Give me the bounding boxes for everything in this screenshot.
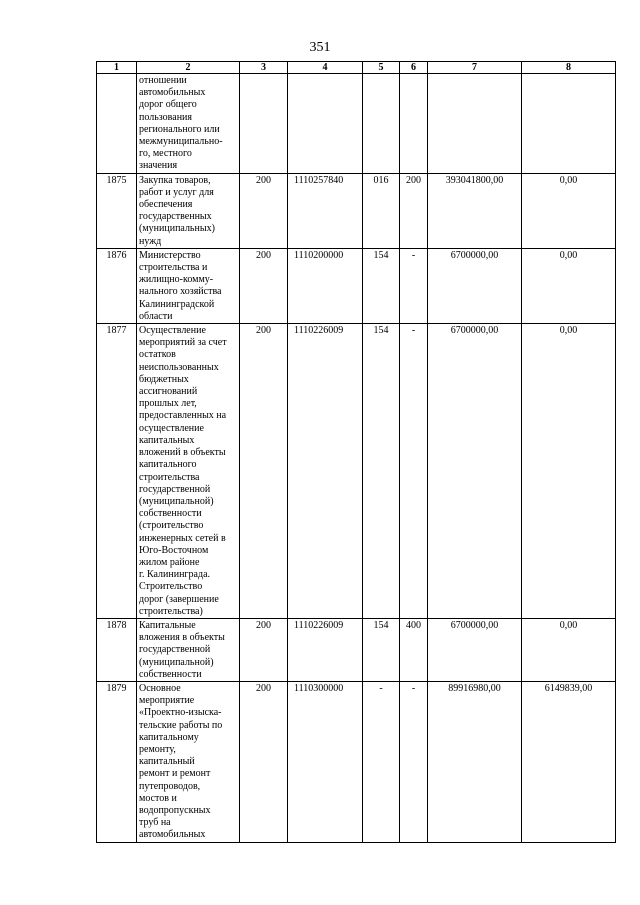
name-line: остатков: [139, 349, 176, 361]
code-cell: 1110200000: [288, 248, 363, 323]
col3-cell: 200: [240, 248, 288, 323]
code-cell: 1110226009: [288, 618, 363, 681]
name-line: водопропускных: [139, 804, 211, 816]
col5-cell: 154: [363, 618, 400, 681]
row-number-cell: 1878: [97, 618, 137, 681]
name-line: (муниципальной): [139, 495, 214, 507]
header-col-5: 5: [363, 62, 400, 74]
table-body: [97, 74, 616, 843]
name-line: регионального или: [139, 123, 220, 135]
name-line: собственности: [139, 508, 202, 520]
name-line: (муниципальных): [139, 223, 215, 235]
name-line: жилом районе: [139, 556, 200, 568]
table-row: [97, 681, 616, 842]
name-line: капитальный: [139, 756, 195, 768]
name-line: государственной: [139, 483, 211, 495]
name-line: Министерство: [139, 249, 201, 261]
name-line: инженерных сетей в: [139, 532, 226, 544]
row-number-cell: [97, 74, 137, 174]
col6-cell: 400: [400, 618, 428, 681]
row-name-cell: [137, 618, 240, 681]
name-line: вложений в объекты: [139, 447, 226, 459]
name-line: го, местного: [139, 148, 192, 160]
amount2-cell: 0,00: [522, 324, 616, 619]
budget-table: [96, 61, 616, 843]
amount2-cell: 6149839,00: [522, 681, 616, 842]
row-name-cell: [137, 681, 240, 842]
col6-cell: -: [400, 681, 428, 842]
col3-cell: 200: [240, 681, 288, 842]
name-line: Капитальные: [139, 619, 196, 631]
name-line: отношении: [139, 75, 187, 86]
table-row: [97, 248, 616, 323]
name-line: ассигнований: [139, 386, 198, 398]
page-number: 351: [309, 40, 331, 55]
amount-cell: 89916980,00: [428, 681, 522, 842]
name-line: пользования: [139, 111, 192, 123]
name-line: государственных: [139, 211, 212, 223]
row-number-cell: 1879: [97, 681, 137, 842]
col6-cell: 200: [400, 173, 428, 248]
name-line: дорог общего: [139, 99, 197, 111]
amount2-cell: 0,00: [522, 618, 616, 681]
header-col-8: 8: [522, 62, 616, 74]
col5-cell: [363, 74, 400, 174]
table-row: [97, 618, 616, 681]
name-line: нального хозяйства: [139, 286, 222, 298]
name-line: (строительство: [139, 520, 204, 532]
name-line: Осуществление: [139, 325, 206, 337]
row-number-cell: 1875: [97, 173, 137, 248]
header-col-7: 7: [428, 62, 522, 74]
col6-cell: -: [400, 324, 428, 619]
col3-cell: 200: [240, 324, 288, 619]
name-line: Закупка товаров,: [139, 174, 211, 186]
name-line: жилищно-комму-: [139, 274, 214, 286]
name-line: неиспользованных: [139, 361, 219, 373]
col6-cell: [400, 74, 428, 174]
name-line: дорог (завершение: [139, 593, 219, 605]
amount-cell: [428, 74, 522, 174]
name-line: строительства): [139, 605, 203, 617]
name-line: труб на: [139, 817, 171, 829]
name-line: капитального: [139, 459, 197, 471]
row-number-cell: 1877: [97, 324, 137, 619]
row-name-cell: [137, 173, 240, 248]
name-line: вложения в объекты: [139, 632, 225, 644]
name-line: прошлых лет,: [139, 398, 197, 410]
table-row: [97, 173, 616, 248]
name-line: мероприятий за счет: [139, 337, 227, 349]
name-line: автомобильных: [139, 829, 206, 841]
name-line: межмуниципально-: [139, 136, 223, 148]
col5-cell: 016: [363, 173, 400, 248]
row-name-cell: [137, 74, 240, 174]
row-name-cell: [137, 324, 240, 619]
col3-cell: [240, 74, 288, 174]
name-line: предоставленных на: [139, 410, 227, 422]
name-line: значения: [139, 160, 178, 172]
name-line: «Проектно-изыска-: [139, 707, 222, 719]
name-line: нужд: [139, 235, 162, 247]
header-col-6: 6: [400, 62, 428, 74]
name-line: мостов и: [139, 792, 177, 804]
name-line: капитальному: [139, 731, 199, 743]
amount-cell: 6700000,00: [428, 618, 522, 681]
name-line: тельские работы по: [139, 719, 223, 731]
name-line: строительства и: [139, 262, 208, 274]
code-cell: [288, 74, 363, 174]
name-line: Калининградской: [139, 298, 215, 310]
amount2-cell: 0,00: [522, 248, 616, 323]
col6-cell: -: [400, 248, 428, 323]
amount2-cell: [522, 74, 616, 174]
header-col-4: 4: [288, 62, 363, 74]
name-line: государственной: [139, 644, 211, 656]
amount-cell: 6700000,00: [428, 324, 522, 619]
col5-cell: 154: [363, 324, 400, 619]
row-name-cell: [137, 248, 240, 323]
name-line: обеспечения: [139, 199, 193, 211]
name-line: путепроводов,: [139, 780, 201, 792]
name-line: г. Калининграда.: [139, 569, 211, 581]
header-col-2: 2: [137, 62, 240, 74]
name-line: собственности: [139, 668, 202, 680]
amount-cell: 393041800,00: [428, 173, 522, 248]
name-line: Строительство: [139, 581, 203, 593]
col3-cell: 200: [240, 618, 288, 681]
name-line: области: [139, 310, 173, 322]
name-line: мероприятие: [139, 695, 195, 707]
header-col-1: 1: [97, 62, 137, 74]
table-row: [97, 324, 616, 619]
name-line: работ и услуг для: [139, 186, 214, 198]
code-cell: 1110226009: [288, 324, 363, 619]
name-line: ремонт и ремонт: [139, 768, 211, 780]
col5-cell: -: [363, 681, 400, 842]
name-line: капитальных: [139, 434, 195, 446]
name-line: Юго-Восточном: [139, 544, 209, 556]
name-line: (муниципальной): [139, 656, 214, 668]
amount-cell: 6700000,00: [428, 248, 522, 323]
row-number-cell: 1876: [97, 248, 137, 323]
code-cell: 1110300000: [288, 681, 363, 842]
header-col-3: 3: [240, 62, 288, 74]
name-line: осуществление: [139, 422, 204, 434]
name-line: автомобильных: [139, 87, 206, 99]
col3-cell: 200: [240, 173, 288, 248]
name-line: бюджетных: [139, 373, 189, 385]
amount2-cell: 0,00: [522, 173, 616, 248]
name-line: Основное: [139, 682, 181, 694]
col5-cell: 154: [363, 248, 400, 323]
table-row: [97, 74, 616, 174]
header-row: [97, 62, 616, 74]
code-cell: 1110257840: [288, 173, 363, 248]
name-line: строительства: [139, 471, 200, 483]
name-line: ремонту,: [139, 743, 176, 755]
